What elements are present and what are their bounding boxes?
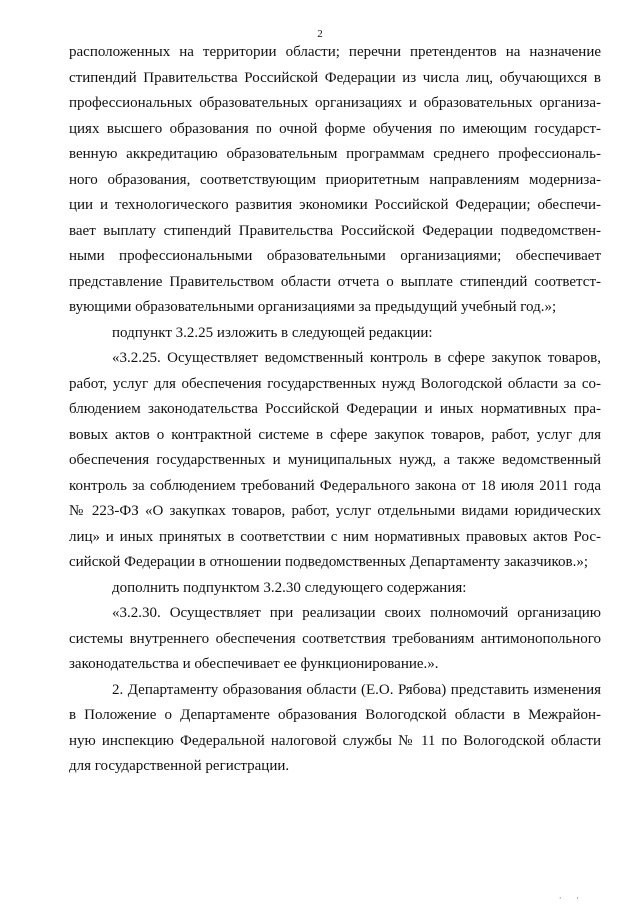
text-line: блюдением законодательства Российской Федерации и иных нормативных пра- [69,401,601,417]
paragraph-p6 [69,678,601,780]
text-line: лиц» и иных принятых в соответствии с ним нормативных правовых актов Рос- [69,528,601,545]
text-line: ными профессиональными образовательными организациями; обеспечивает [69,248,601,264]
text-line: вовых актов о контрактной системе в сфере закупок товаров, работ, услуг для [69,426,601,443]
text-line: системы внутреннего обеспечения соответствия требованиям антимонопольного [69,630,601,647]
document-body [69,40,601,780]
paragraph-p1 [69,40,601,321]
corner-mark: · · [558,893,585,903]
text-line: подпункт 3.2.25 изложить в следующей редакции: [112,324,433,341]
text-line: ции и технологического развития экономики Российской Федерации; обеспечи- [69,197,601,213]
text-line: профессиональных образовательных организациях и образовательных организа- [69,95,601,111]
text-line: вает выплату стипендий Правительства Российской Федерации подведомствен- [69,222,601,239]
text-line: ного образования, соответствующим приоритетным направлениям модерниза- [69,171,601,188]
text-line: законодательства и обеспечивает ее функционирование.». [69,656,439,672]
text-line: вующими образовательными организациями за предыдущий учебный год.»; [69,299,557,315]
text-line: представление Правительством области отчета о выплате стипендий соответст- [69,273,601,290]
text-line: «3.2.25. Осуществляет ведомственный контроль в сфере закупок товаров, [112,350,601,366]
paragraph-p3 [69,346,601,576]
text-line: 2. Департаменту образования области (Е.О. Рябова) представить изменения [112,681,601,698]
paragraph-p4 [69,576,601,602]
text-line: «3.2.30. Осуществляет при реализации своих полномочий организацию [112,605,601,621]
text-line: обеспечения государственных и муниципальных нужд, а также ведомственный [69,452,601,468]
paragraph-p2 [69,321,601,347]
text-line: циях высшего образования по очной форме обучения по имеющим государст- [69,120,601,137]
text-line: ную инспекцию Федеральной налоговой службы № 11 по Вологодской области [69,732,601,749]
text-line: расположенных на территории области; перечни претендентов на назначение [69,44,601,60]
text-line: сийской Федерации в отношении подведомственных Департаменту заказчиков.»; [69,554,589,570]
text-line: для государственной регистрации. [69,758,290,774]
text-line: венную аккредитацию образовательным программам среднего профессиональ- [69,146,601,162]
text-line: контроль за соблюдением требований Федерального закона от 18 июля 2011 года [69,477,601,494]
text-line: дополнить подпунктом 3.2.30 следующего содержания: [112,579,467,596]
text-line: № 223-ФЗ «О закупках товаров, работ, услуг отдельными видами юридических [69,503,601,519]
paragraph-p5 [69,601,601,678]
text-line: работ, услуг для обеспечения государственных нужд Вологодской области за со- [69,375,601,392]
text-line: стипендий Правительства Российской Федерации из числа лиц, обучающихся в [69,69,601,86]
text-line: в Положение о Департаменте образования Вологодской области в Межрайон- [69,707,601,723]
page-number: 2 [317,28,323,40]
